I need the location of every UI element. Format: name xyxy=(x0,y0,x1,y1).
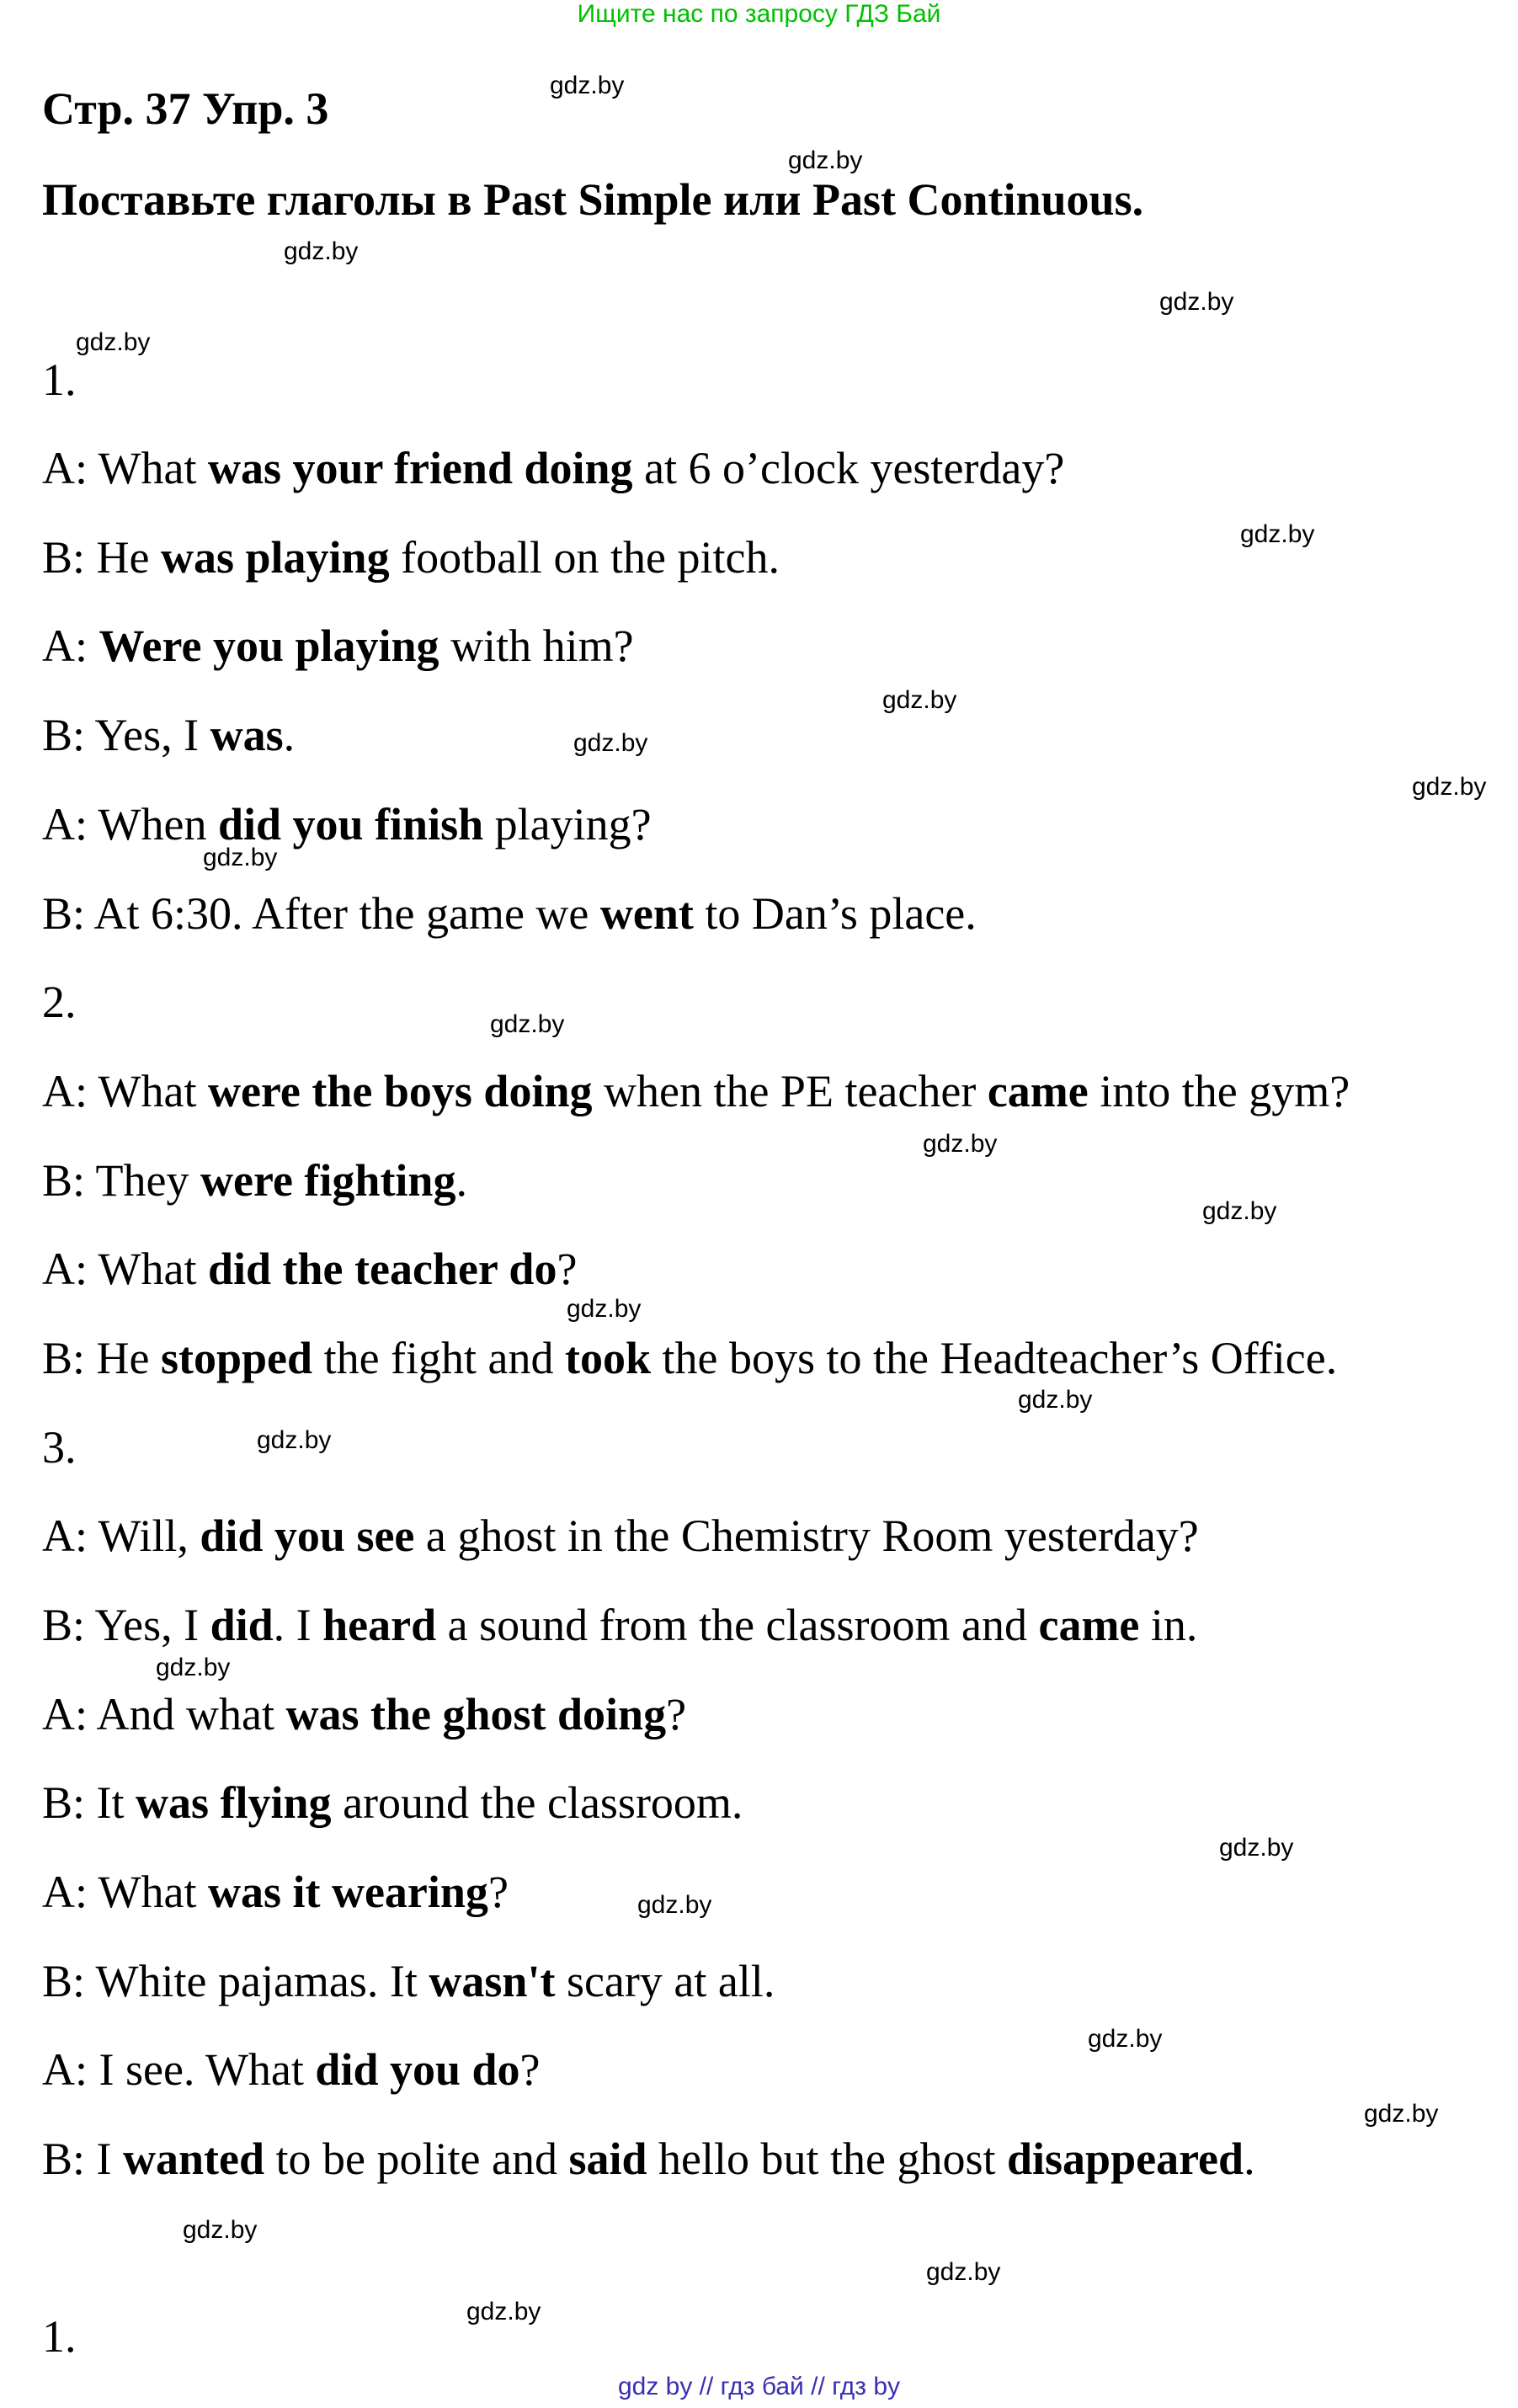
watermark: gdz.by xyxy=(203,844,278,871)
dialogue-line xyxy=(42,1955,775,2007)
verb-answer: stopped xyxy=(161,1333,313,1383)
watermark: gdz.by xyxy=(1412,773,1487,801)
text-run: hello but the ghost xyxy=(647,2134,1007,2184)
text-run: football on the pitch. xyxy=(389,532,780,583)
text-run: 1. xyxy=(42,2311,77,2362)
text-run: A: What xyxy=(42,1066,208,1116)
text-run: A: When xyxy=(42,799,218,850)
dialogue-line xyxy=(42,1243,577,1295)
watermark: gdz.by xyxy=(1088,2025,1163,2053)
verb-answer: wanted xyxy=(123,2134,265,2184)
text-run: A: What xyxy=(42,1867,208,1917)
text-run: into the gym? xyxy=(1088,1066,1350,1116)
watermark: gdz.by xyxy=(882,686,957,714)
text-run: to be polite and xyxy=(264,2134,569,2184)
verb-answer: did you see xyxy=(200,1510,415,1561)
dialogue-line xyxy=(42,1688,686,1740)
item-number xyxy=(42,354,77,406)
verb-answer: took xyxy=(565,1333,652,1383)
verb-answer: was playing xyxy=(161,532,390,583)
text-run: B: It xyxy=(42,1777,136,1828)
text-run: in. xyxy=(1139,1600,1198,1650)
text-run: B: They xyxy=(42,1155,200,1206)
watermark: gdz.by xyxy=(183,2216,258,2244)
text-run: the boys to the Headteacher’s Office. xyxy=(651,1333,1338,1383)
dialogue-line xyxy=(42,620,634,672)
dialogue-line xyxy=(42,2133,1255,2185)
text-run: B: White pajamas. It xyxy=(42,1956,429,2006)
dialogue-line xyxy=(42,1599,1197,1651)
verb-answer: came xyxy=(1038,1600,1140,1650)
verb-answer: was your friend doing xyxy=(207,443,633,493)
verb-answer: was flying xyxy=(136,1777,332,1828)
exercise-instruction: Поставьте глаголы в Past Simple или Past Continuous. xyxy=(42,174,1144,225)
verb-answer: did xyxy=(210,1600,274,1650)
verb-answer: were fighting xyxy=(200,1155,456,1206)
text-run: A: And what xyxy=(42,1689,286,1739)
verb-answer: was it wearing xyxy=(207,1867,488,1917)
text-run: ? xyxy=(666,1689,687,1739)
text-run: B: Yes, I xyxy=(42,1600,210,1650)
dialogue-line xyxy=(42,798,652,850)
verb-answer: went xyxy=(599,888,694,939)
dialogue-line xyxy=(42,442,1064,494)
dialogue-line xyxy=(42,2043,541,2096)
text-run: A: Will, xyxy=(42,1510,200,1561)
text-run: . xyxy=(455,1155,467,1206)
watermark: gdz.by xyxy=(1219,1834,1294,1862)
text-run: B: Yes, I xyxy=(42,710,210,760)
text-run: a sound from the classroom and xyxy=(436,1600,1039,1650)
exercise-heading: Стр. 37 Упр. 3 xyxy=(42,83,329,134)
text-run: ? xyxy=(557,1244,578,1294)
text-run: B: At 6:30. After the game we xyxy=(42,888,600,939)
watermark: gdz.by xyxy=(1159,288,1234,316)
watermark: gdz.by xyxy=(788,147,863,174)
text-run: A: What xyxy=(42,443,208,493)
verb-answer: came xyxy=(987,1066,1089,1116)
dialogue-line xyxy=(42,1866,509,1918)
verb-answer: disappeared xyxy=(1006,2134,1244,2184)
text-run: ? xyxy=(487,1867,509,1917)
watermark: gdz.by xyxy=(567,1295,642,1323)
text-run: with him? xyxy=(439,621,634,671)
text-run: the fight and xyxy=(312,1333,565,1383)
text-run: A: xyxy=(42,621,99,671)
verb-answer: Were you playing xyxy=(99,621,439,671)
text-run: 1. xyxy=(42,354,77,405)
verb-answer: was xyxy=(210,710,284,760)
watermark: gdz.by xyxy=(550,72,625,99)
text-run: A: I see. What xyxy=(42,2044,316,2095)
verb-answer: did you finish xyxy=(217,799,484,850)
watermark: gdz.by xyxy=(1240,520,1315,548)
text-run: ? xyxy=(519,2044,541,2095)
watermark: gdz.by xyxy=(156,1654,231,1681)
dialogue-line xyxy=(42,1154,467,1207)
text-run: . I xyxy=(273,1600,323,1650)
text-run: . xyxy=(1244,2134,1255,2184)
text-run: a ghost in the Chemistry Room yesterday? xyxy=(414,1510,1199,1561)
watermark: gdz.by xyxy=(1364,2100,1439,2128)
item-number xyxy=(42,2310,77,2363)
dialogue-line xyxy=(42,709,295,761)
item-number xyxy=(42,976,77,1028)
dialogue-line xyxy=(42,1777,743,1829)
watermark: gdz.by xyxy=(926,2258,1001,2286)
text-run: around the classroom. xyxy=(331,1777,743,1828)
text-run: playing? xyxy=(483,799,652,850)
text-run: 2. xyxy=(42,977,77,1027)
verb-answer: were the boys doing xyxy=(207,1066,593,1116)
footer-links: gdz by // гдз бай // гдз by xyxy=(617,2373,901,2400)
top-banner: Ищите нас по запросу ГДЗ Бай xyxy=(577,0,941,28)
text-run: B: He xyxy=(42,1333,161,1383)
verb-answer: did the teacher do xyxy=(207,1244,557,1294)
verb-answer: said xyxy=(568,2134,647,2184)
watermark: gdz.by xyxy=(284,237,359,265)
text-run: 3. xyxy=(42,1422,77,1473)
watermark: gdz.by xyxy=(1202,1197,1277,1225)
dialogue-line xyxy=(42,887,977,940)
dialogue-line xyxy=(42,1510,1199,1562)
text-run: B: He xyxy=(42,532,161,583)
watermark: gdz.by xyxy=(466,2298,541,2325)
verb-answer: did you do xyxy=(315,2044,520,2095)
item-number xyxy=(42,1421,77,1473)
text-run: at 6 o’clock yesterday? xyxy=(632,443,1065,493)
dialogue-line xyxy=(42,1332,1337,1384)
text-run: when the PE teacher xyxy=(592,1066,988,1116)
dialogue-line xyxy=(42,531,780,583)
watermark: gdz.by xyxy=(637,1891,712,1919)
watermark: gdz.by xyxy=(490,1010,565,1038)
watermark: gdz.by xyxy=(923,1130,998,1158)
text-run: A: What xyxy=(42,1244,208,1294)
text-run: scary at all. xyxy=(555,1956,775,2006)
watermark: gdz.by xyxy=(257,1426,332,1454)
text-run: . xyxy=(283,710,296,760)
watermark: gdz.by xyxy=(76,328,151,356)
text-run: to Dan’s place. xyxy=(693,888,977,939)
verb-answer: was the ghost doing xyxy=(285,1689,667,1739)
dialogue-line xyxy=(42,1065,1350,1117)
watermark: gdz.by xyxy=(573,729,648,757)
verb-answer: heard xyxy=(322,1600,437,1650)
watermark: gdz.by xyxy=(1018,1386,1093,1414)
text-run: B: I xyxy=(42,2134,124,2184)
verb-answer: wasn't xyxy=(429,1956,556,2006)
